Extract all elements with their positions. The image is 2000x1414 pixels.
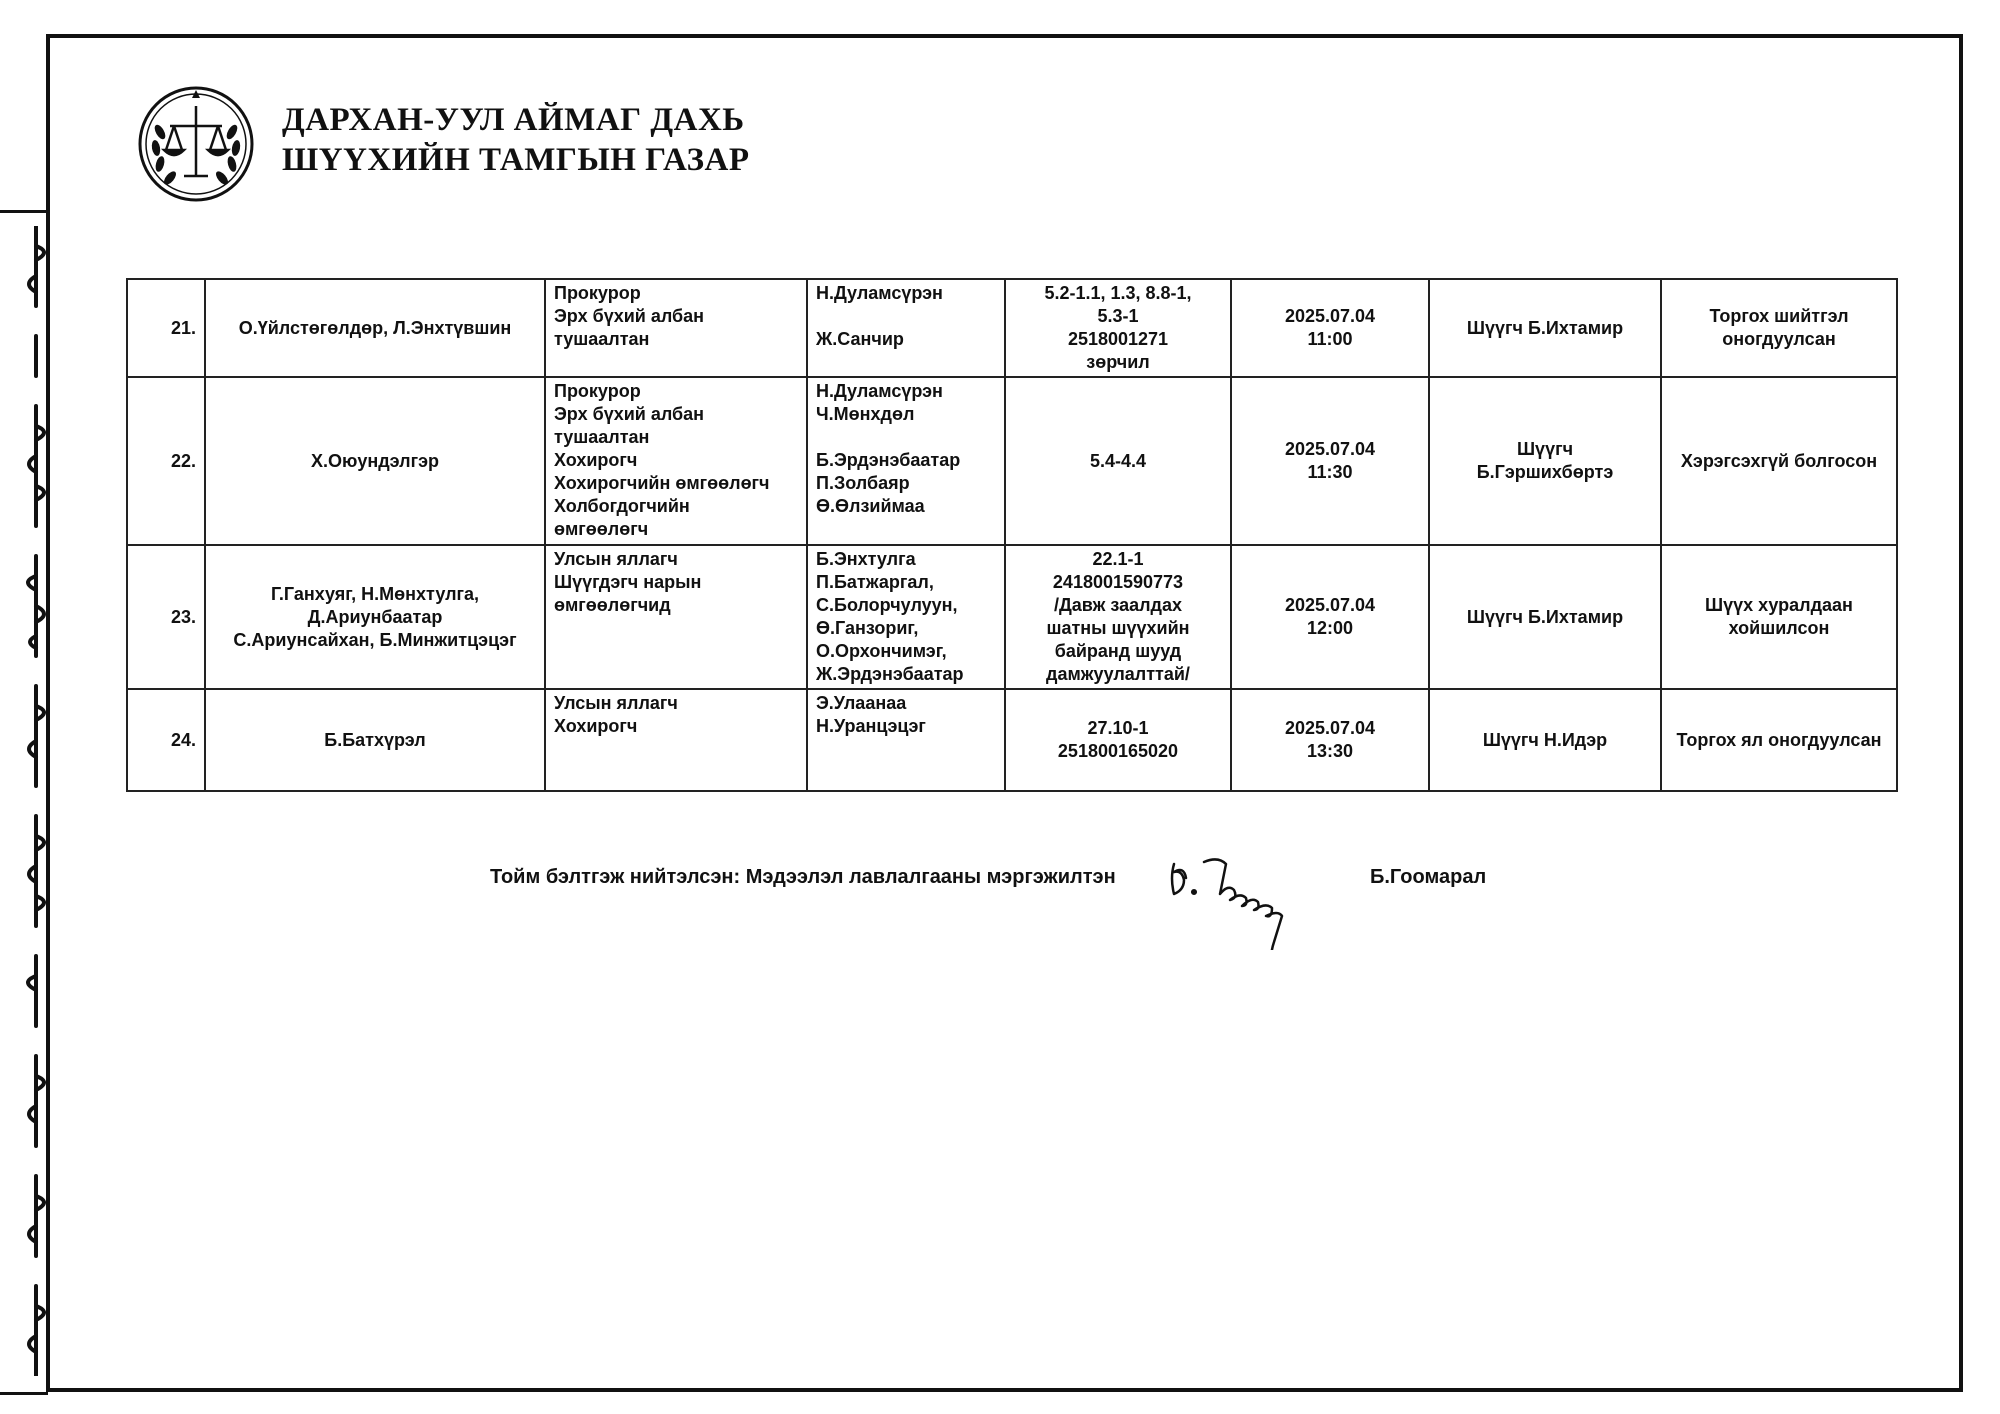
participant-roles: Прокурор Эрх бүхий албан тушаалтан	[545, 279, 807, 377]
handwritten-signature	[1162, 840, 1342, 950]
side-rule-bottom	[0, 1392, 48, 1395]
law-article: 5.2-1.1, 1.3, 8.8-1, 5.3-1 2518001271 зөрчил	[1005, 279, 1231, 377]
participant-names: Н.Дуламсүрэн Ч.Мөнхдөл Б.Эрдэнэбаатар П.Золбаяр Ө.Өлзиймаа	[807, 377, 1005, 545]
hearing-datetime: 2025.07.04 11:30	[1231, 377, 1429, 545]
participant-names: Н.Дуламсүрэн Ж.Санчир	[807, 279, 1005, 377]
case-number: 23.	[127, 545, 205, 689]
participant-roles: Улсын яллагч Шүүгдэгч нарын өмгөөлөгчид	[545, 545, 807, 689]
court-scales-emblem-icon	[136, 84, 256, 204]
table-row	[127, 279, 1897, 377]
judge-name: Шүүгч Б.Гэршихбөртэ	[1429, 377, 1661, 545]
mongolian-script-glyphs-icon	[8, 226, 62, 1376]
defendant-names: О.Үйлстөгөлдөр, Л.Энхтүвшин	[205, 279, 545, 377]
participant-roles: Прокурор Эрх бүхий албан тушаалтан Хохирогч Хохирогчийн өмгөөлөгч Холбогдогчийн өмгөөлөгч	[545, 377, 807, 545]
hearing-datetime: 2025.07.04 12:00	[1231, 545, 1429, 689]
hearing-result: Торгох шийтгэл оногдуулсан	[1661, 279, 1897, 377]
table-row	[127, 377, 1897, 545]
hearing-datetime: 2025.07.04 11:00	[1231, 279, 1429, 377]
organization-title-line2: ШҮҮХИЙН ТАМГЫН ГАЗАР	[282, 142, 750, 178]
case-number: 24.	[127, 689, 205, 791]
judge-name: Шүүгч Б.Ихтамир	[1429, 279, 1661, 377]
side-rule-top	[0, 210, 48, 213]
organization-title	[282, 100, 749, 180]
defendant-names: Г.Ганхуяг, Н.Мөнхтулга, Д.Ариунбаатар С.Ариунсайхан, Б.Минжитцэцэг	[205, 545, 545, 689]
court-schedule-table	[126, 278, 1898, 792]
judge-name: Шүүгч Б.Ихтамир	[1429, 545, 1661, 689]
law-article: 22.1-1 2418001590773 /Давж заалдах шатны шүүхийн байранд шууд дамжуулалттай/	[1005, 545, 1231, 689]
defendant-names: Х.Оюундэлгэр	[205, 377, 545, 545]
participant-names: Б.Энхтулга П.Батжаргал, С.Болорчулуун, Ө.Ганзориг, О.Орхончимэг, Ж.Эрдэнэбаатар	[807, 545, 1005, 689]
law-article: 5.4-4.4	[1005, 377, 1231, 545]
preparer-name: Б.Гоомарал	[1370, 866, 1487, 888]
case-number: 22.	[127, 377, 205, 545]
defendant-names: Б.Батхүрэл	[205, 689, 545, 791]
table-row	[127, 689, 1897, 791]
table-row	[127, 545, 1897, 689]
mongolian-script-band	[8, 226, 62, 1376]
participant-roles: Улсын яллагч Хохирогч	[545, 689, 807, 791]
prepared-by-label: Тойм бэлтгэж нийтэлсэн: Мэдээлэл лавлалгааны мэргэжилтэн	[490, 866, 1116, 888]
hearing-datetime: 2025.07.04 13:30	[1231, 689, 1429, 791]
judge-name: Шүүгч Н.Идэр	[1429, 689, 1661, 791]
hearing-result: Шүүх хуралдаан хойшилсон	[1661, 545, 1897, 689]
law-article: 27.10-1 251800165020	[1005, 689, 1231, 791]
hearing-result: Хэрэгсэхгүй болгосон	[1661, 377, 1897, 545]
organization-title-line1: ДАРХАН-УУЛ АЙМАГ ДАХЬ	[282, 102, 745, 138]
participant-names: Э.Улаанаа Н.Уранцэцэг	[807, 689, 1005, 791]
case-number: 21.	[127, 279, 205, 377]
hearing-result: Торгох ял оногдуулсан	[1661, 689, 1897, 791]
